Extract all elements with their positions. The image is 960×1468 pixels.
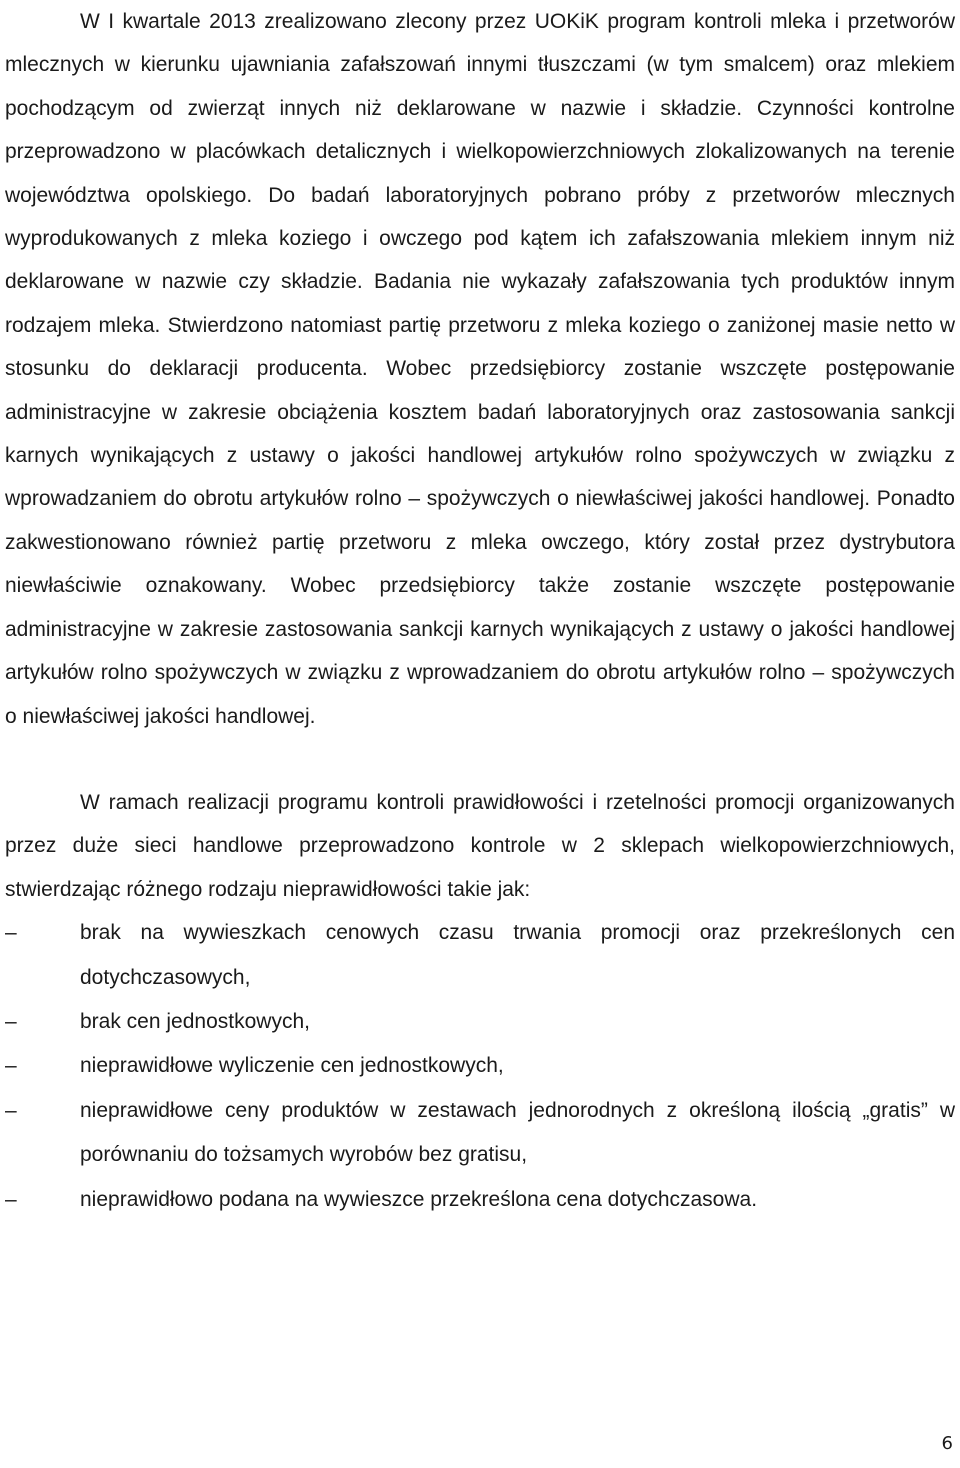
list-item bbox=[5, 1089, 955, 1178]
list-item-text: brak cen jednostkowych, bbox=[80, 1009, 310, 1033]
dash-bullet: – bbox=[5, 1054, 17, 1078]
paragraph-promotion-inspection: W ramach realizacji programu kontroli prawidłowości i rzetelności promocji organizowanych przez duże sieci handlowe przeprowadzono kontrole w 2 sklepach wielkopowierzchniowych, stwierdzając różnego rodzaju nieprawidłowości takie jak: bbox=[5, 790, 955, 901]
list-item bbox=[5, 911, 955, 1000]
list-item bbox=[5, 1000, 955, 1044]
list-item bbox=[5, 1044, 955, 1088]
paragraph-dairy-inspection: W I kwartale 2013 zrealizowano zlecony przez UOKiK program kontroli mleka i przetworów mlecznych w kierunku ujawniania zafałszowań innymi tłuszczami (w tym smalcem) oraz mlekiem pochodzącym od zwierząt innych niż deklarowane w nazwie i składzie. Czynności kontrolne przeprowadzono w placówkach detalicznych i wielkopowierzchniowych zlokalizowanych na terenie województwa opolskiego. Do badań laboratoryjnych pobrano próby z przetworów mlecznych wyprodukowanych z mleka koziego i owczego pod kątem ich zafałszowania mlekiem innym niż deklarowane w nazwie czy składzie. Badania nie wykazały zafałszowania tych produktów innym rodzajem mleka. Stwierdzono natomiast partię przetworu z mleka koziego o zaniżonej masie netto w stosunku do deklaracji producenta. Wobec przedsiębiorcy zostanie wszczęte postępowanie administracyjne w zakresie obciążenia kosztem badań laboratoryjnych oraz zastosowania sankcji karnych wynikających z ustawy o jakości handlowej artykułów rolno spożywczych w związku z wprowadzaniem do obrotu artykułów rolno – spożywczych o niewłaściwej jakości handlowej. Ponadto zakwestionowano również partię przetworu z mleka owczego, który został przez dystrybutora niewłaściwie oznakowany. Wobec przedsiębiorcy także zostanie wszczęte postępowanie administracyjne w zakresie zastosowania sankcji karnych wynikających z ustawy o jakości handlowej artykułów rolno spożywczych w związku z wprowadzaniem do obrotu artykułów rolno – spożywczych o niewłaściwej jakości handlowej. bbox=[5, 10, 955, 728]
list-item bbox=[5, 1178, 955, 1222]
list-item-text: nieprawidłowe ceny produktów w zestawach jednorodnych z określoną ilością „gratis” w porównaniu do tożsamych wyrobów bez gratisu, bbox=[80, 1098, 955, 1167]
list-item-text: nieprawidłowo podana na wywieszce przekreślona cena dotychczasowa. bbox=[80, 1187, 758, 1211]
irregularities-list bbox=[5, 911, 955, 1222]
document-page bbox=[5, 0, 955, 1222]
page-number: 6 bbox=[941, 1433, 953, 1454]
dash-bullet: – bbox=[5, 1098, 17, 1122]
list-item-text: brak na wywieszkach cenowych czasu trwania promocji oraz przekreślonych cen dotychczasowych, bbox=[80, 921, 955, 989]
dash-bullet: – bbox=[5, 1187, 17, 1211]
list-item-text: nieprawidłowe wyliczenie cen jednostkowych, bbox=[80, 1054, 504, 1078]
dash-bullet: – bbox=[5, 1009, 17, 1033]
dash-bullet: – bbox=[5, 921, 17, 945]
